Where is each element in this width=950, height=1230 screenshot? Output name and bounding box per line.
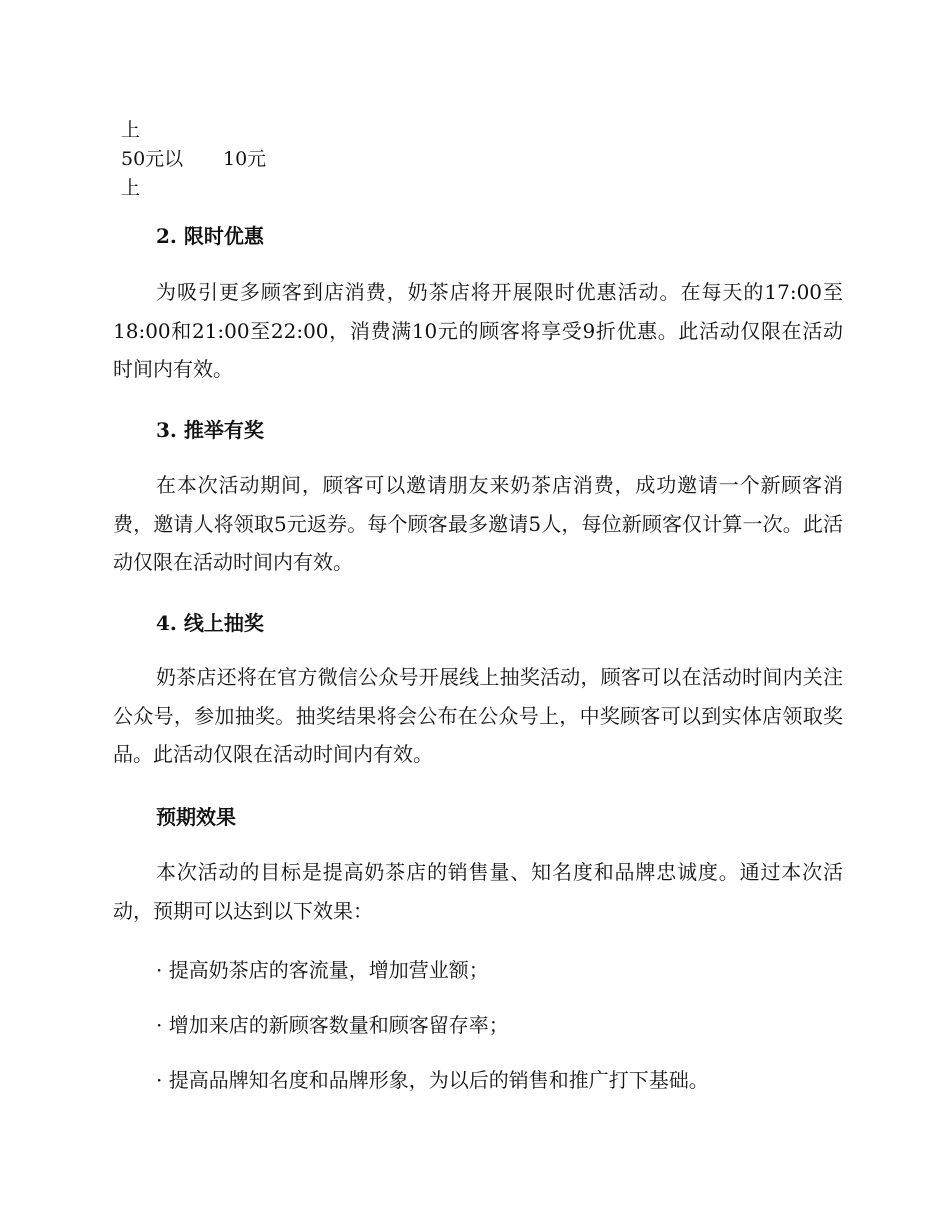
list-item: · 提高品牌知名度和品牌形象，为以后的销售和推广打下基础。 xyxy=(156,1068,709,1092)
list-item: · 提高奶茶店的客流量，增加营业额； xyxy=(156,958,489,982)
paragraph-expected-results: 本次活动的目标是提高奶茶店的销售量、知名度和品牌忠诚度。通过本次活动，预期可以达到以下效果： xyxy=(113,860,843,923)
paragraph-lottery: 奶茶店还将在官方微信公众号开展线上抽奖活动，顾客可以在活动时间内关注公众号，参加抽奖。抽奖结果将会公布在公众号上，中奖顾客可以到实体店领取奖品。此活动仅限在活动时间内有效。 xyxy=(113,665,843,766)
table-cell-threshold: 50元以 xyxy=(121,148,184,170)
list-item: · 增加来店的新顾客数量和顾客留存率； xyxy=(156,1013,509,1037)
heading-referral: 3. 推举有奖 xyxy=(156,418,264,442)
paragraph-limited-time: 为吸引更多顾客到店消费，奶茶店将开展限时优惠活动。在每天的17:00至18:00和21:00至22:00，消费满10元的顾客将享受9折优惠。此活动仅限在活动时间内有效。 xyxy=(113,280,843,381)
table-cell-threshold: 上 xyxy=(121,177,141,199)
table-cell-threshold: 上 xyxy=(121,119,141,141)
table-cell-reward: 10元 xyxy=(223,148,267,170)
heading-lottery: 4. 线上抽奖 xyxy=(156,611,264,635)
heading-limited-time: 2. 限时优惠 xyxy=(156,224,264,248)
heading-expected-results: 预期效果 xyxy=(156,805,236,829)
paragraph-referral: 在本次活动期间，顾客可以邀请朋友来奶茶店消费，成功邀请一个新顾客消费，邀请人将领取5元返券。每个顾客最多邀请5人，每位新顾客仅计算一次。此活动仅限在活动时间内有效。 xyxy=(113,473,843,574)
